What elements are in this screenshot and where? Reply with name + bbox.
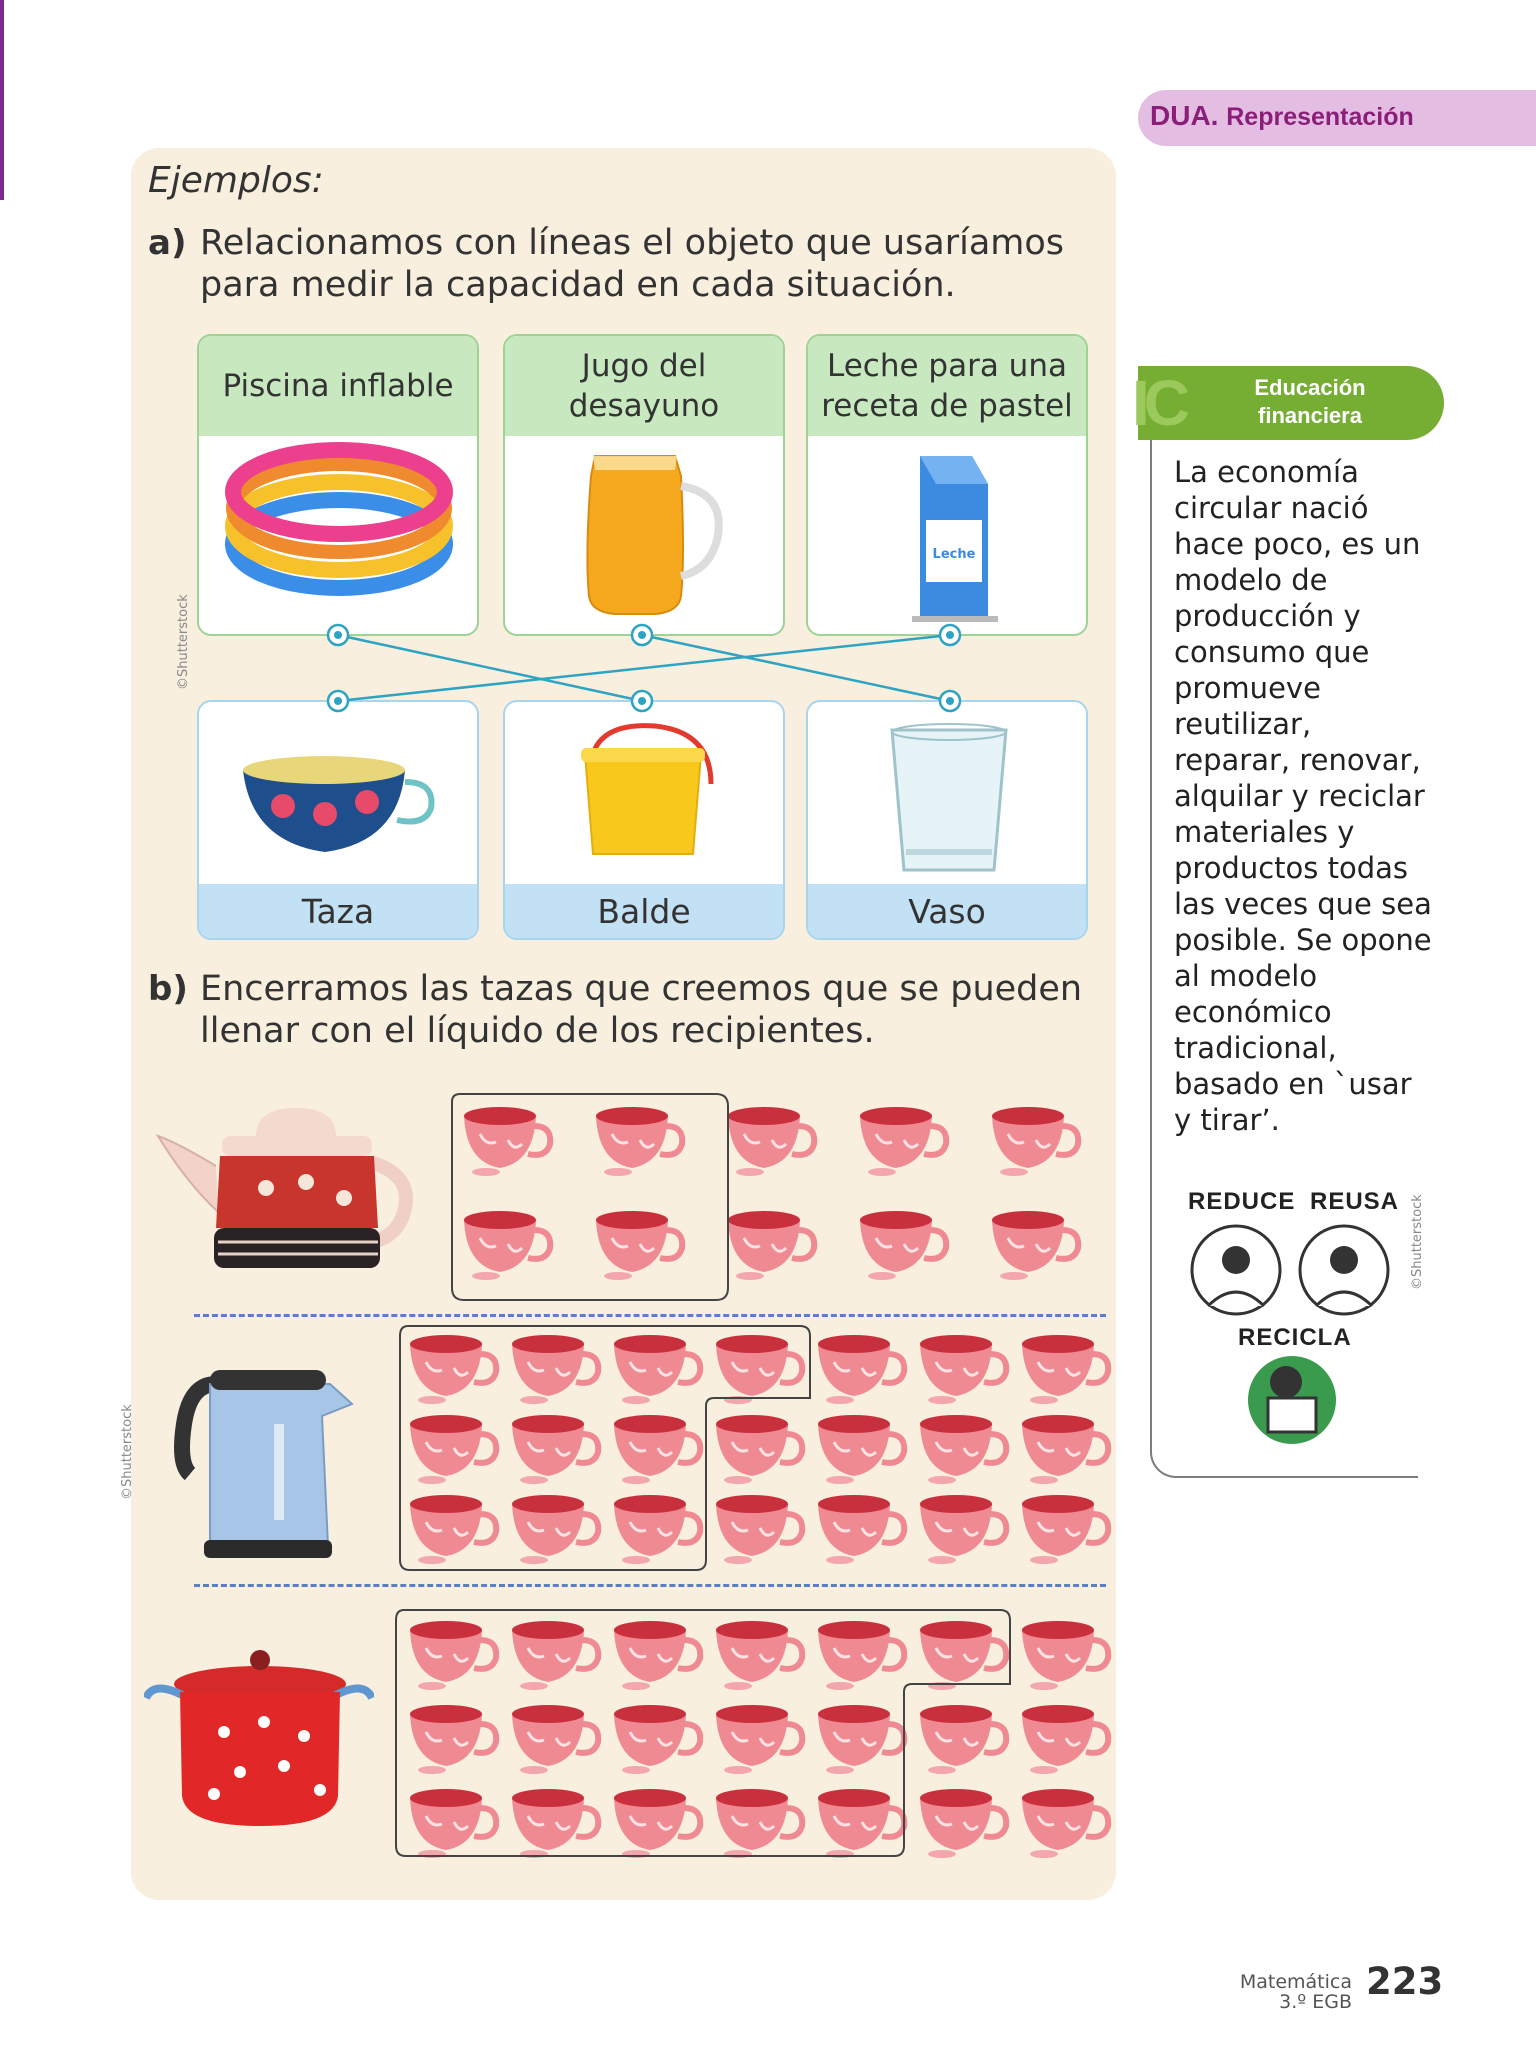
teacup-icon[interactable] (410, 1335, 496, 1404)
teacup-icon[interactable] (920, 1789, 1006, 1858)
ic-title: Educación financiera (1254, 375, 1366, 428)
teacup-icon[interactable] (728, 1211, 814, 1280)
dua-representacion: Representación (1226, 103, 1414, 131)
teacup-icon[interactable] (992, 1211, 1078, 1280)
label-reduce: REDUCE (1188, 1188, 1296, 1215)
teacup-icon[interactable] (1022, 1415, 1108, 1484)
teacup-icon[interactable] (818, 1415, 904, 1484)
cup-grid-kettle (410, 1335, 1108, 1564)
teacup-icon[interactable] (464, 1211, 550, 1280)
footer-grade: 3.º EGB (1279, 1991, 1352, 2013)
teacup-icon[interactable] (818, 1789, 904, 1858)
photo-credit-2: ©Shutterstock (120, 1404, 135, 1500)
teacup-icon[interactable] (614, 1621, 700, 1690)
cup-grid-pot (410, 1621, 1108, 1858)
teacup-icon[interactable] (920, 1335, 1006, 1404)
measure-label: Balde (505, 884, 783, 938)
teacup-icon[interactable] (1022, 1335, 1108, 1404)
teacup-icon[interactable] (920, 1705, 1006, 1774)
teacup-icon[interactable] (716, 1705, 802, 1774)
measure-label: Vaso (808, 884, 1086, 938)
teacup-icon[interactable] (464, 1107, 550, 1176)
situation-label: Jugo del desayuno (505, 336, 783, 436)
teacup-icon[interactable] (818, 1705, 904, 1774)
teacup-icon[interactable] (614, 1789, 700, 1858)
teacup-icon[interactable] (596, 1211, 682, 1280)
teacup-icon[interactable] (614, 1705, 700, 1774)
measure-label: Taza (199, 884, 477, 938)
footer-subject-name: Matemática (1239, 1971, 1352, 1993)
teacup-icon[interactable] (920, 1621, 1006, 1690)
question-b-letter: b) (148, 969, 188, 1009)
question-b-text: Encerramos las tazas que creemos que se pueden llenar con el líquido de los recipientes. (200, 969, 1083, 1051)
cup-grid-teapot (464, 1107, 1078, 1280)
dua-bold: DUA. (1150, 100, 1219, 131)
teacup-icon[interactable] (818, 1335, 904, 1404)
teacup-icon[interactable] (596, 1107, 682, 1176)
teacup-icon[interactable] (860, 1211, 946, 1280)
photo-credit-3: ©Shutterstock (1410, 1194, 1425, 1290)
teacup-icon[interactable] (818, 1621, 904, 1690)
photo-credit: ©Shutterstock (176, 594, 191, 690)
situation-label: Piscina inflable (199, 336, 477, 436)
question-a-letter: a) (148, 223, 187, 263)
ic-body-text: La economía circular nació hace poco, es un modelo de producción y consumo que promueve reutilizar, reparar, renovar, alquilar y reciclar materiales y productos todas las veces que sea posible. Se opone al modelo económico tradicional, basado en `usar y tirar’. (1174, 455, 1432, 1137)
teacup-icon[interactable] (614, 1495, 700, 1564)
teacup-icon[interactable] (920, 1495, 1006, 1564)
teacup-icon[interactable] (410, 1495, 496, 1564)
milk-label: Leche (932, 547, 976, 562)
teacup-icon[interactable] (512, 1335, 598, 1404)
teacup-icon[interactable] (716, 1495, 802, 1564)
teacup-icon[interactable] (410, 1789, 496, 1858)
page-number: 223 (1366, 1960, 1444, 2003)
teacup-icon[interactable] (512, 1621, 598, 1690)
teacup-icon[interactable] (992, 1107, 1078, 1176)
teacup-icon[interactable] (1022, 1621, 1108, 1690)
eco-illustrations (1184, 1214, 1424, 1454)
teacup-icon[interactable] (410, 1621, 496, 1690)
teacup-icon[interactable] (410, 1705, 496, 1774)
teacup-icon[interactable] (716, 1415, 802, 1484)
teacup-icon[interactable] (614, 1415, 700, 1484)
selection-outline-pot[interactable] (396, 1610, 1010, 1856)
teacup-icon[interactable] (818, 1495, 904, 1564)
teacup-icon[interactable] (512, 1705, 598, 1774)
situation-label: Leche para una receta de pastel (808, 336, 1086, 436)
examples-title: Ejemplos: (148, 160, 324, 201)
teacup-icon[interactable] (1022, 1789, 1108, 1858)
teacup-icon[interactable] (716, 1621, 802, 1690)
teacup-icon[interactable] (920, 1415, 1006, 1484)
footer-subject (1220, 1972, 1352, 2012)
teacup-icon[interactable] (860, 1107, 946, 1176)
ic-badge: IC (1132, 367, 1184, 439)
teacup-icon[interactable] (728, 1107, 814, 1176)
label-recicla: RECICLA (1238, 1324, 1352, 1351)
teacup-icon[interactable] (410, 1415, 496, 1484)
teacup-icon[interactable] (1022, 1705, 1108, 1774)
teacup-icon[interactable] (614, 1335, 700, 1404)
teacup-icon[interactable] (716, 1335, 802, 1404)
teacup-icon[interactable] (512, 1495, 598, 1564)
teacup-icon[interactable] (1022, 1495, 1108, 1564)
teacup-icon[interactable] (512, 1789, 598, 1858)
teacup-icon[interactable] (716, 1789, 802, 1858)
question-a-text: Relacionamos con líneas el objeto que usaríamos para medir la capacidad en cada situación. (200, 223, 1065, 305)
label-reusa: REUSA (1310, 1188, 1400, 1215)
teacup-icon[interactable] (512, 1415, 598, 1484)
